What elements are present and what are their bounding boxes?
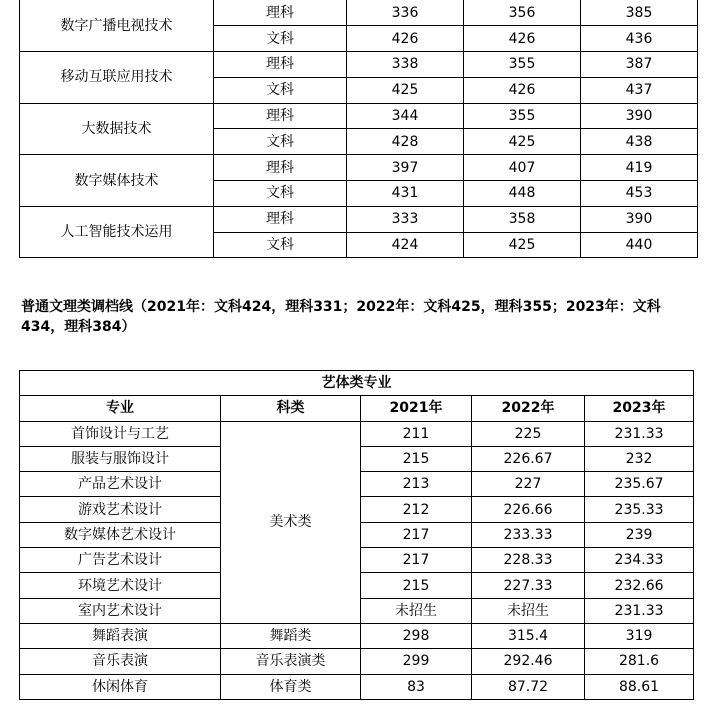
score-2023-cell: 235.67 <box>585 472 694 497</box>
table-row <box>20 155 698 181</box>
score-2023-cell: 387 <box>581 52 698 78</box>
table-row <box>20 674 694 699</box>
score-2022-cell: 425 <box>464 232 581 258</box>
major-cell: 游戏艺术设计 <box>20 497 221 522</box>
score-2022-cell: 358 <box>464 206 581 232</box>
score-2022-cell: 233.33 <box>472 522 585 547</box>
score-2022-cell: 227 <box>472 472 585 497</box>
table-row <box>20 0 698 26</box>
score-2022-cell: 356 <box>464 0 581 26</box>
score-2023-cell: 319 <box>585 623 694 648</box>
score-2021-cell: 424 <box>347 232 464 258</box>
score-2022-cell: 425 <box>464 129 581 155</box>
score-2022-cell: 227.33 <box>472 573 585 598</box>
score-2023-cell: 436 <box>581 26 698 52</box>
score-2023-cell: 419 <box>581 155 698 181</box>
science-arts-score-table <box>19 0 698 258</box>
major-cell: 音乐表演 <box>20 649 221 674</box>
header-2023: 2023年 <box>585 396 694 421</box>
score-2022-cell: 426 <box>464 77 581 103</box>
score-2021-cell: 215 <box>361 573 472 598</box>
score-2021-cell: 344 <box>347 103 464 129</box>
score-2021-cell: 83 <box>361 674 472 699</box>
score-2023-cell: 231.33 <box>585 598 694 623</box>
header-2022: 2022年 <box>472 396 585 421</box>
score-2021-cell: 338 <box>347 52 464 78</box>
score-2021-cell: 217 <box>361 522 472 547</box>
cutoff-note: 普通文理类调档线（2021年：文科424，理科331；2022年：文科425，理科355；2023年：文科434，理科384） <box>21 299 661 335</box>
table-row <box>20 52 698 78</box>
category-cell: 理科 <box>214 0 347 26</box>
category-cell: 体育类 <box>221 674 361 699</box>
score-2023-cell: 281.6 <box>585 649 694 674</box>
major-cell: 数字媒体技术 <box>20 155 214 207</box>
score-2021-cell: 428 <box>347 129 464 155</box>
score-2021-cell: 215 <box>361 446 472 471</box>
score-2023-cell: 232.66 <box>585 573 694 598</box>
category-cell: 理科 <box>214 52 347 78</box>
score-2021-cell: 397 <box>347 155 464 181</box>
score-2022-cell: 228.33 <box>472 548 585 573</box>
score-2021-cell: 336 <box>347 0 464 26</box>
table-title: 艺体类专业 <box>20 371 694 396</box>
category-cell: 文科 <box>214 26 347 52</box>
major-cell: 休闲体育 <box>20 674 221 699</box>
score-2023-cell: 234.33 <box>585 548 694 573</box>
score-2021-cell: 未招生 <box>361 598 472 623</box>
major-cell: 首饰设计与工艺 <box>20 421 221 446</box>
table-row <box>20 103 698 129</box>
score-2022-cell: 87.72 <box>472 674 585 699</box>
score-2021-cell: 431 <box>347 181 464 207</box>
category-cell: 理科 <box>214 206 347 232</box>
score-2022-cell: 未招生 <box>472 598 585 623</box>
table-row <box>20 623 694 648</box>
art-sports-score-table <box>19 370 694 700</box>
score-2021-cell: 425 <box>347 77 464 103</box>
score-2022-cell: 226.67 <box>472 446 585 471</box>
score-2022-cell: 315.4 <box>472 623 585 648</box>
major-cell: 移动互联应用技术 <box>20 52 214 104</box>
score-2023-cell: 437 <box>581 77 698 103</box>
table-title-row <box>20 371 694 396</box>
score-2021-cell: 211 <box>361 421 472 446</box>
table-header-row <box>20 396 694 421</box>
score-2021-cell: 298 <box>361 623 472 648</box>
score-2022-cell: 355 <box>464 52 581 78</box>
score-2022-cell: 355 <box>464 103 581 129</box>
score-2023-cell: 385 <box>581 0 698 26</box>
score-2023-cell: 390 <box>581 103 698 129</box>
score-2021-cell: 299 <box>361 649 472 674</box>
score-2023-cell: 88.61 <box>585 674 694 699</box>
header-2021: 2021年 <box>361 396 472 421</box>
major-cell: 人工智能技术运用 <box>20 206 214 258</box>
header-major: 专业 <box>20 396 221 421</box>
major-cell: 环境艺术设计 <box>20 573 221 598</box>
major-cell: 舞蹈表演 <box>20 623 221 648</box>
category-cell: 舞蹈类 <box>221 623 361 648</box>
score-2022-cell: 226.66 <box>472 497 585 522</box>
category-cell: 音乐表演类 <box>221 649 361 674</box>
score-2021-cell: 217 <box>361 548 472 573</box>
score-2023-cell: 232 <box>585 446 694 471</box>
category-cell: 文科 <box>214 181 347 207</box>
major-cell: 服装与服饰设计 <box>20 446 221 471</box>
category-cell: 理科 <box>214 103 347 129</box>
major-cell: 室内艺术设计 <box>20 598 221 623</box>
score-2021-cell: 213 <box>361 472 472 497</box>
category-cell: 文科 <box>214 77 347 103</box>
score-2023-cell: 231.33 <box>585 421 694 446</box>
major-cell: 数字广播电视技术 <box>20 0 214 52</box>
category-cell: 文科 <box>214 232 347 258</box>
score-2023-cell: 239 <box>585 522 694 547</box>
major-cell: 数字媒体艺术设计 <box>20 522 221 547</box>
score-2023-cell: 440 <box>581 232 698 258</box>
score-2021-cell: 333 <box>347 206 464 232</box>
score-2022-cell: 448 <box>464 181 581 207</box>
category-cell: 美术类 <box>221 421 361 623</box>
score-2023-cell: 390 <box>581 206 698 232</box>
major-cell: 大数据技术 <box>20 103 214 155</box>
table-row <box>20 421 694 446</box>
category-cell: 理科 <box>214 155 347 181</box>
score-2022-cell: 426 <box>464 26 581 52</box>
major-cell: 广告艺术设计 <box>20 548 221 573</box>
score-2022-cell: 225 <box>472 421 585 446</box>
score-2022-cell: 292.46 <box>472 649 585 674</box>
table-row <box>20 206 698 232</box>
score-2021-cell: 426 <box>347 26 464 52</box>
score-2021-cell: 212 <box>361 497 472 522</box>
score-2023-cell: 438 <box>581 129 698 155</box>
score-2022-cell: 407 <box>464 155 581 181</box>
category-cell: 文科 <box>214 129 347 155</box>
major-cell: 产品艺术设计 <box>20 472 221 497</box>
header-category: 科类 <box>221 396 361 421</box>
score-2023-cell: 235.33 <box>585 497 694 522</box>
table-row <box>20 649 694 674</box>
score-2023-cell: 453 <box>581 181 698 207</box>
